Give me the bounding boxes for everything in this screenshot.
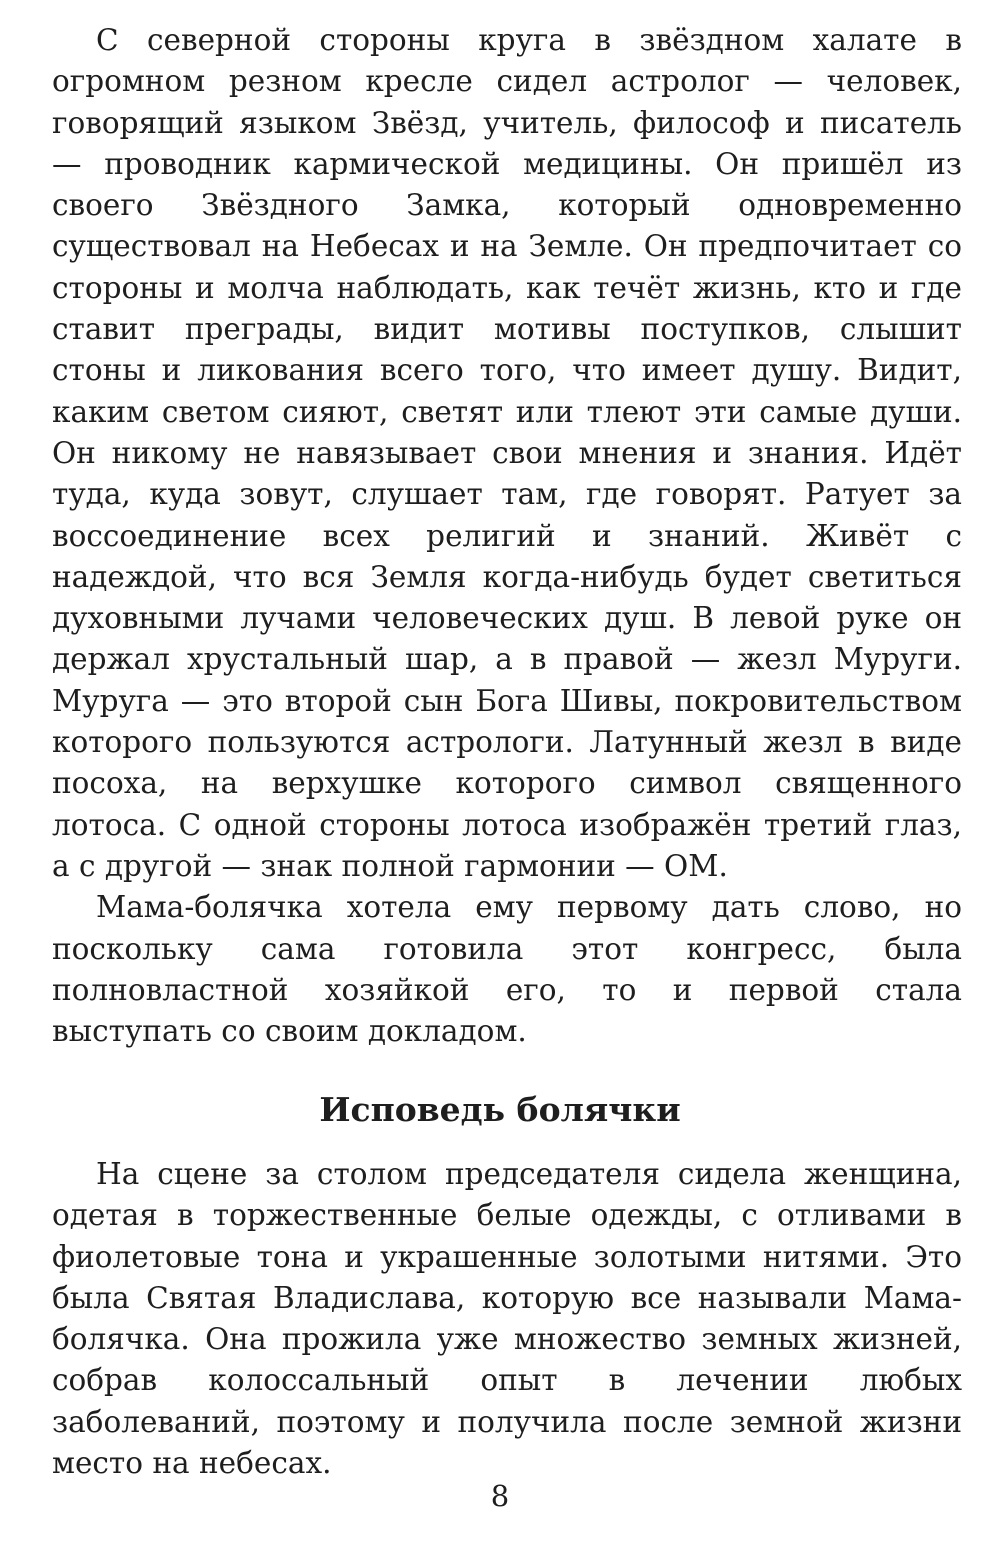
paragraph-mama-bolyachka-speech: Мама-болячка хотела ему первому дать слово, но поскольку сама готовила этот конгресс, была полновластной хозяйкой его, то и первой стала выступать со своим докладом. [52,890,962,1049]
section-heading: Исповедь болячки [319,1090,681,1129]
text-block-top [52,20,962,1052]
page-number: 8 [490,1479,510,1513]
text-block-bottom [52,1154,962,1484]
paragraph-chairwoman: На сцене за столом председателя сидела женщина, одетая в торжественные белые одежды, с отливами в фиолетовые тона и украшенные золотыми нитями. Это была Святая Владислава, которую все называли Мама-болячка. Она прожила уже множество земных жизней, собрав колоссальный опыт в лечении любых заболеваний, поэтому и получила после земной жизни место на небесах. [52,1157,962,1481]
paragraph-astrologer: С северной стороны круга в звёздном халате в огромном резном кресле сидел астролог — человек, говорящий языком Звёзд, учитель, философ и писатель — проводник кармической медицины. Он пришёл из своего Звёздного Замка, который одновременно существовал на Небесах и на Земле. Он предпочитает со стороны и молча наблюдать, как течёт жизнь, кто и где ставит преграды, видит мотивы поступков, слышит стоны и ликования всего того, что имеет душу. Видит, каким светом сияют, светят или тлеют эти самые души. Он никому не навязывает свои мнения и знания. Идёт туда, куда зовут, слушает там, где говорят. Ратует за воссоединение всех религий и знаний. Живёт с надеждой, что вся Земля когда-нибудь будет светиться духовными лучами человеческих душ. В левой руке он держал хрустальный шар, а в правой — жезл Муруги. Муруга — это второй сын Бога Шивы, покровительством которого пользуются астрологи. Латунный жезл в виде посоха, на верхушке которого символ священного лотоса. С одной стороны лотоса изображён третий глаз, а с другой — знак полной гармонии — ОМ. [52,23,962,883]
